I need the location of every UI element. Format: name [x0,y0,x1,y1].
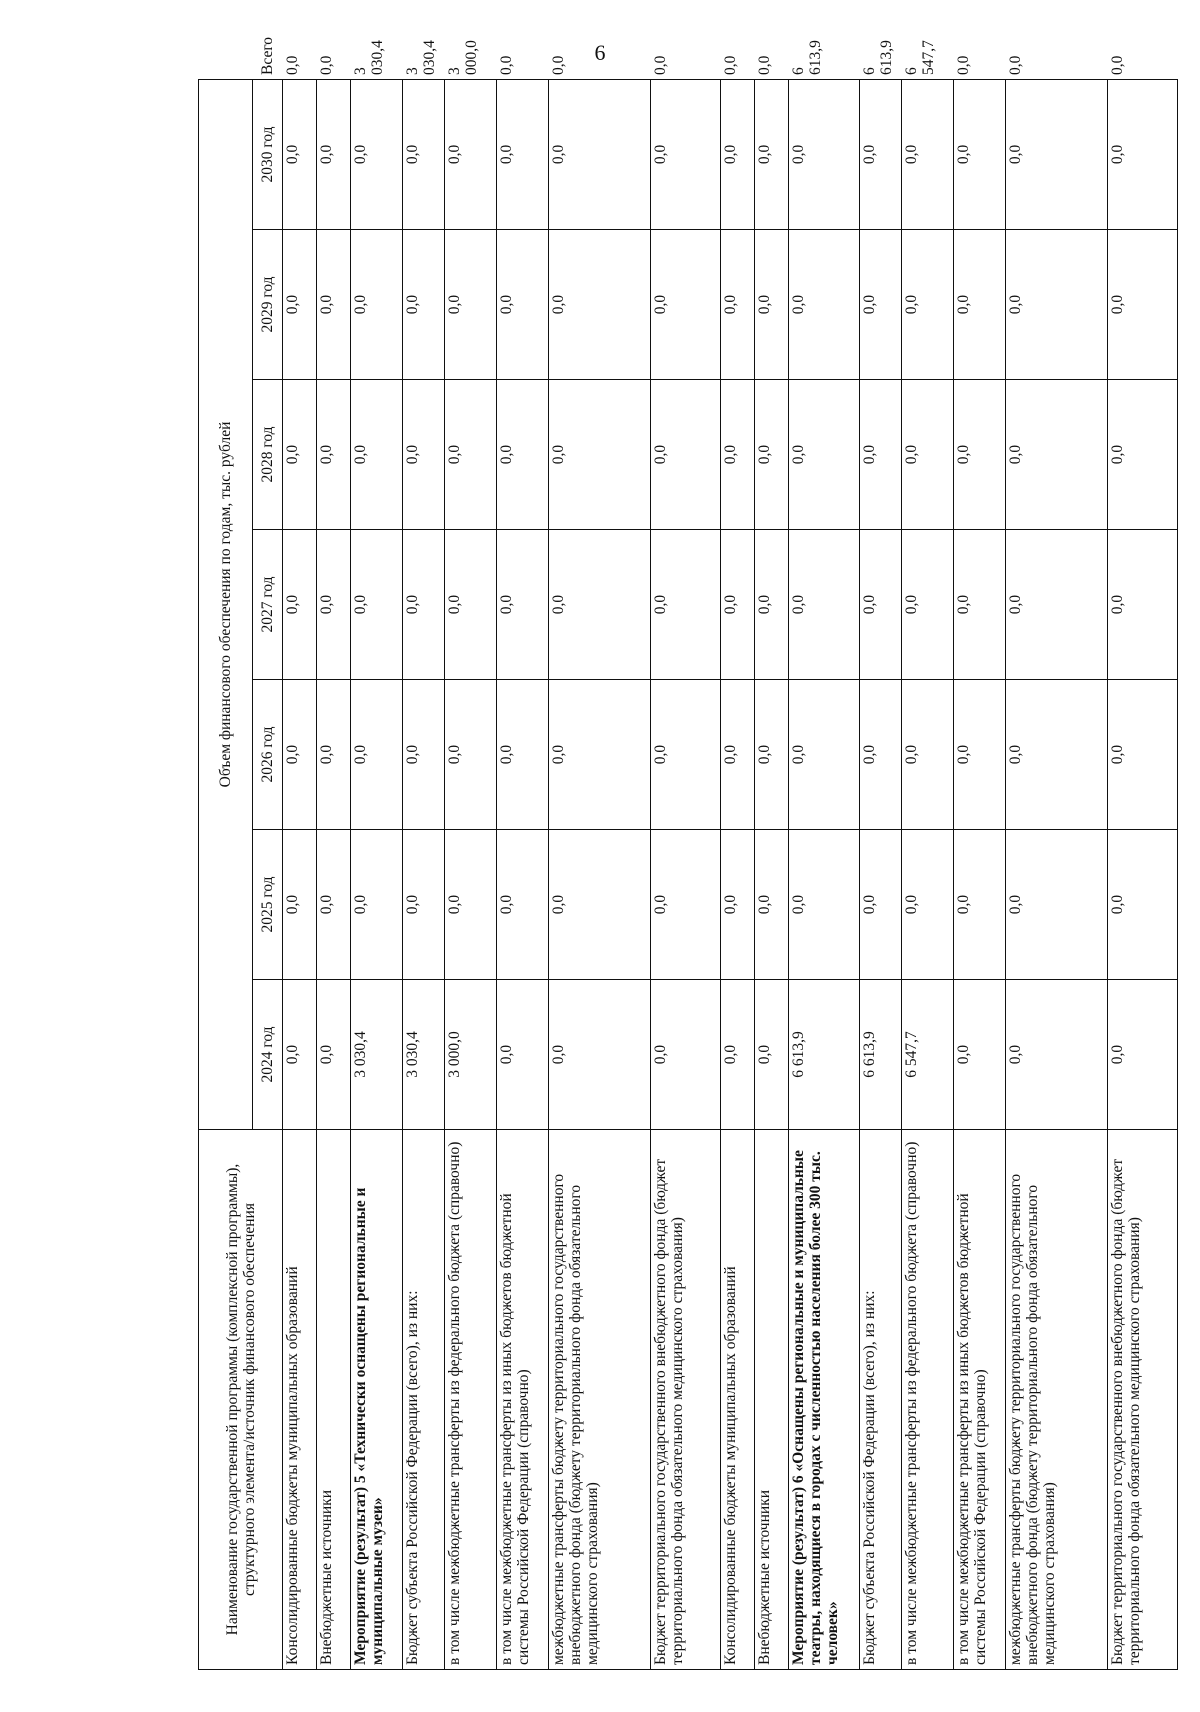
row-value-2: 0,0 [789,680,859,830]
row-value-1: 0,0 [859,830,901,980]
row-value-4: 0,0 [444,380,496,530]
header-year-2: 2026 год [253,680,283,830]
row-value-2: 0,0 [403,680,445,830]
row-value-5: 0,0 [403,230,445,380]
row-value-2: 0,0 [497,680,549,830]
row-value-4: 0,0 [1005,380,1107,530]
row-value-1: 0,0 [403,830,445,980]
row-value-6: 0,0 [283,79,317,229]
row-value-2: 0,0 [549,680,651,830]
row-name: в том числе межбюджетные трансферты из федерального бюджета (справочно) [901,1130,953,1670]
row-value-0: 0,0 [651,980,721,1130]
row-value-4: 0,0 [549,380,651,530]
row-name: Бюджет субъекта Российской Федерации (всего), из них: [403,1130,445,1670]
table-row: в том числе межбюджетные трансферты из иных бюджетов бюджетной системы Российской Федерации (справочно) 0,0 0,0 0,0 0,0 0,0 0,0 0,0 0,0 [497,79,549,1669]
row-value-1: 0,0 [789,830,859,980]
row-value-3: 0,0 [789,530,859,680]
row-value-5: 0,0 [316,230,350,380]
row-value-0: 0,0 [1107,980,1177,1130]
row-value-5: 0,0 [1107,230,1177,380]
row-value-5: 0,0 [953,230,1005,380]
row-name: Консолидированные бюджеты муниципальных образований [283,1130,317,1670]
row-name: Бюджет территориального государственного внебюджетного фонда (бюджет территориального фонда обязательного медицинского страхования) [651,1130,721,1670]
row-value-6: 0,0 [789,79,859,229]
table-row: Бюджет территориального государственного внебюджетного фонда (бюджет территориального фонда обязательного медицинского страхования) 0,0 0,0 0,0 0,0 0,0 0,0 0,0 0,0 [651,79,721,1669]
header-year-6: 2030 год [253,79,283,229]
row-value-4: 0,0 [316,380,350,530]
row-value-3: 0,0 [283,530,317,680]
row-value-0: 3 030,4 [350,980,402,1130]
rotated-table-frame [198,36,1178,1670]
row-value-1: 0,0 [651,830,721,980]
row-value-2: 0,0 [444,680,496,830]
row-value-6: 0,0 [403,79,445,229]
row-value-3: 0,0 [651,530,721,680]
table-row: в том числе межбюджетные трансферты из федерального бюджета (справочно) 3 000,0 0,0 0,0 0,0 0,0 0,0 0,0 3 000,0 [444,79,496,1669]
row-value-5: 0,0 [721,230,755,380]
table-row: Бюджет субъекта Российской Федерации (всего), из них: 3 030,4 0,0 0,0 0,0 0,0 0,0 0,0 3 030,4 [403,79,445,1669]
row-value-1: 0,0 [1005,830,1107,980]
row-value-4: 0,0 [283,380,317,530]
row-value-4: 0,0 [350,380,402,530]
row-value-4: 0,0 [651,380,721,530]
row-value-3: 0,0 [350,530,402,680]
row-value-2: 0,0 [901,680,953,830]
row-value-4: 0,0 [789,380,859,530]
row-value-6: 0,0 [497,79,549,229]
table-body [283,40,1178,1669]
financing-table [198,36,1178,1670]
page-number: 6 [594,40,606,65]
row-value-6: 0,0 [721,79,755,229]
row-value-5: 0,0 [444,230,496,380]
row-value-3: 0,0 [549,530,651,680]
row-value-0: 3 030,4 [403,980,445,1130]
row-value-6: 0,0 [953,79,1005,229]
row-value-1: 0,0 [444,830,496,980]
row-value-4: 0,0 [497,380,549,530]
row-value-1: 0,0 [755,830,789,980]
row-value-4: 0,0 [1107,380,1177,530]
row-value-6: 0,0 [316,79,350,229]
header-years-row: 2024 год 2025 год 2026 год 2027 год 2028 год 2029 год 2030 год Всего [253,79,283,1669]
row-value-6: 0,0 [444,79,496,229]
row-value-0: 6 547,7 [901,980,953,1130]
header-year-3: 2027 год [253,530,283,680]
row-name: Бюджет субъекта Российской Федерации (всего), из них: [859,1130,901,1670]
row-value-2: 0,0 [651,680,721,830]
header-name-column: Наименование государственной программы (комплексной программы), структурного элемента/источник финансового обеспечения [199,1130,283,1670]
row-value-6: 0,0 [651,79,721,229]
table-row: в том числе межбюджетные трансферты из иных бюджетов бюджетной системы Российской Федерации (справочно) 0,0 0,0 0,0 0,0 0,0 0,0 0,0 0,0 [953,79,1005,1669]
row-value-2: 0,0 [953,680,1005,830]
row-value-2: 0,0 [350,680,402,830]
row-value-1: 0,0 [1107,830,1177,980]
row-name: Бюджет территориального государственного внебюджетного фонда (бюджет территориального фонда обязательного медицинского страхования) [1107,1130,1177,1670]
row-value-4: 0,0 [403,380,445,530]
row-value-4: 0,0 [953,380,1005,530]
row-name: Мероприятие (результат) 5 «Технически оснащены региональные и муниципальные музеи» [350,1130,402,1670]
row-value-0: 0,0 [316,980,350,1130]
header-financing-volume: Объем финансового обеспечения по годам, тыс. рублей [199,79,253,1129]
row-value-0: 6 613,9 [789,980,859,1130]
row-value-5: 0,0 [789,230,859,380]
row-name: Внебюджетные источники [755,1130,789,1670]
row-value-3: 0,0 [953,530,1005,680]
row-value-5: 0,0 [859,230,901,380]
row-value-1: 0,0 [283,830,317,980]
row-value-5: 0,0 [549,230,651,380]
row-name: в том числе межбюджетные трансферты из иных бюджетов бюджетной системы Российской Федерации (справочно) [497,1130,549,1670]
row-value-0: 0,0 [1005,980,1107,1130]
row-value-6: 0,0 [901,79,953,229]
row-value-6: 0,0 [549,79,651,229]
table-row: Консолидированные бюджеты муниципальных образований 0,0 0,0 0,0 0,0 0,0 0,0 0,0 0,0 [283,79,317,1669]
table-row: межбюджетные трансферты бюджету территориального государственного внебюджетного фонда (бюджету территориального фонда обязательного медицинского страхования) 0,0 0,0 0,0 0,0 0,0 0,0 0,0 0,0 [549,79,651,1669]
row-value-3: 0,0 [1107,530,1177,680]
row-value-5: 0,0 [1005,230,1107,380]
row-name: межбюджетные трансферты бюджету территориального государственного внебюджетного фонда (бюджету территориального фонда обязательного медицинского страхования) [1005,1130,1107,1670]
row-value-2: 0,0 [721,680,755,830]
row-value-6: 0,0 [859,79,901,229]
row-value-2: 0,0 [1107,680,1177,830]
row-value-6: 0,0 [755,79,789,229]
header-year-4: 2028 год [253,380,283,530]
row-value-2: 0,0 [316,680,350,830]
row-value-5: 0,0 [651,230,721,380]
row-value-1: 0,0 [901,830,953,980]
row-value-1: 0,0 [549,830,651,980]
row-value-0: 0,0 [953,980,1005,1130]
row-value-3: 0,0 [497,530,549,680]
row-name: Мероприятие (результат) 6 «Оснащены региональные и муниципальные театры, находящиеся в городах с численностью населения более 300 тыс. человек» [789,1130,859,1670]
row-value-0: 6 613,9 [859,980,901,1130]
header-year-5: 2029 год [253,230,283,380]
header-year-0: 2024 год [253,980,283,1130]
row-value-1: 0,0 [350,830,402,980]
row-value-1: 0,0 [497,830,549,980]
row-value-4: 0,0 [755,380,789,530]
row-value-1: 0,0 [316,830,350,980]
row-value-1: 0,0 [953,830,1005,980]
row-value-3: 0,0 [859,530,901,680]
row-name: в том числе межбюджетные трансферты из федерального бюджета (справочно) [444,1130,496,1670]
row-value-6: 0,0 [1107,79,1177,229]
table-row: межбюджетные трансферты бюджету территориального государственного внебюджетного фонда (бюджету территориального фонда обязательного медицинского страхования) 0,0 0,0 0,0 0,0 0,0 0,0 0,0 0,0 [1005,79,1107,1669]
row-value-5: 0,0 [283,230,317,380]
row-value-0: 0,0 [497,980,549,1130]
row-value-5: 0,0 [497,230,549,380]
row-name: в том числе межбюджетные трансферты из иных бюджетов бюджетной системы Российской Федерации (справочно) [953,1130,1005,1670]
row-value-4: 0,0 [721,380,755,530]
row-value-3: 0,0 [444,530,496,680]
row-value-0: 0,0 [283,980,317,1130]
table-row: Бюджет субъекта Российской Федерации (всего), из них: 6 613,9 0,0 0,0 0,0 0,0 0,0 0,0 6 613,9 [859,79,901,1669]
table-row: Бюджет территориального государственного внебюджетного фонда (бюджет территориального фонда обязательного медицинского страхования) 0,0 0,0 0,0 0,0 0,0 0,0 0,0 0,0 [1107,79,1177,1669]
row-value-1: 0,0 [721,830,755,980]
row-value-3: 0,0 [755,530,789,680]
row-value-3: 0,0 [721,530,755,680]
row-value-4: 0,0 [859,380,901,530]
table-row: Внебюджетные источники 0,0 0,0 0,0 0,0 0,0 0,0 0,0 0,0 [755,79,789,1669]
table-row: Консолидированные бюджеты муниципальных образований 0,0 0,0 0,0 0,0 0,0 0,0 0,0 0,0 [721,79,755,1669]
row-value-3: 0,0 [403,530,445,680]
row-value-2: 0,0 [283,680,317,830]
row-value-3: 0,0 [316,530,350,680]
row-value-0: 0,0 [755,980,789,1130]
header-year-1: 2025 год [253,830,283,980]
row-value-3: 0,0 [901,530,953,680]
row-value-2: 0,0 [1005,680,1107,830]
row-name: Консолидированные бюджеты муниципальных образований [721,1130,755,1670]
row-name: Внебюджетные источники [316,1130,350,1670]
row-value-3: 0,0 [1005,530,1107,680]
table-row: в том числе межбюджетные трансферты из федерального бюджета (справочно) 6 547,7 0,0 0,0 0,0 0,0 0,0 0,0 6 547,7 [901,79,953,1669]
row-value-0: 0,0 [721,980,755,1130]
rotated-table-content [198,36,1178,1670]
row-name: межбюджетные трансферты бюджету территориального государственного внебюджетного фонда (бюджету территориального фонда обязательного медицинского страхования) [549,1130,651,1670]
table-row: Мероприятие (результат) 6 «Оснащены региональные и муниципальные театры, находящиеся в городах с численностью населения более 300 тыс. человек» 6 613,9 0,0 0,0 0,0 0,0 0,0 0,0 6 613,9 [789,79,859,1669]
row-value-2: 0,0 [755,680,789,830]
row-value-0: 3 000,0 [444,980,496,1130]
row-value-5: 0,0 [901,230,953,380]
row-value-4: 0,0 [901,380,953,530]
row-value-6: 0,0 [1005,79,1107,229]
row-value-6: 0,0 [350,79,402,229]
row-value-2: 0,0 [859,680,901,830]
table-row: Мероприятие (результат) 5 «Технически оснащены региональные и муниципальные музеи» 3 030,4 0,0 0,0 0,0 0,0 0,0 0,0 3 030,4 [350,79,402,1669]
row-value-5: 0,0 [350,230,402,380]
row-value-5: 0,0 [755,230,789,380]
table-header-row [199,79,253,1669]
row-value-0: 0,0 [549,980,651,1130]
table-row: Внебюджетные источники 0,0 0,0 0,0 0,0 0,0 0,0 0,0 0,0 [316,79,350,1669]
